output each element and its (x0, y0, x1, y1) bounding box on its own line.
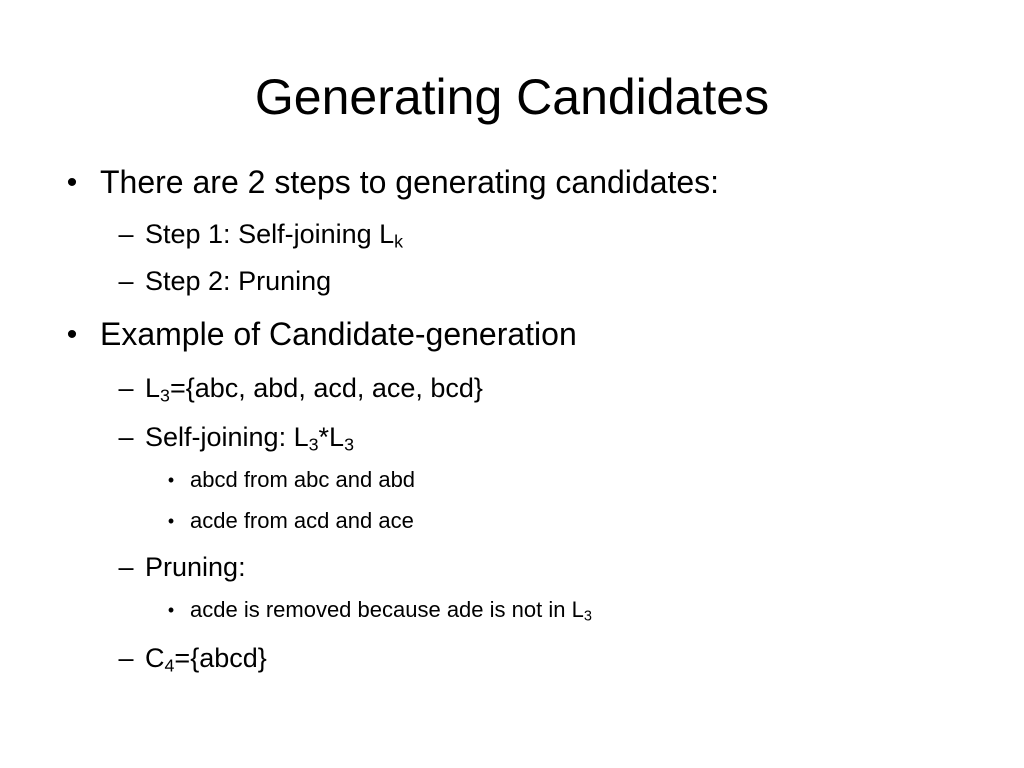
sub-bullet-text: ={abc, abd, acd, ace, bcd} (169, 373, 483, 403)
sub-sub-bullet-text: acde is removed because ade is not in L (190, 597, 584, 622)
bullet-marker: • (167, 470, 175, 490)
dash-marker: – (118, 266, 134, 296)
sub-bullet-text: Step 1: Self-joining L (145, 219, 395, 249)
subscript: k (394, 231, 404, 252)
dash-marker: – (118, 643, 134, 673)
bullet-marker: • (66, 318, 78, 351)
sub-bullet-text: Pruning: (145, 552, 246, 582)
slide-title: Generating Candidates (254, 69, 770, 125)
sub-bullet-l3-set (145, 371, 483, 405)
sub-bullet-text: *L (318, 422, 345, 452)
subscript: 3 (344, 434, 354, 455)
dash-marker: – (118, 219, 134, 249)
sub-bullet-text: Self-joining: L (145, 422, 309, 452)
sub-bullet-text: Step 2: Pruning (145, 266, 332, 296)
bullet-marker: • (167, 511, 175, 531)
dash-marker: – (118, 552, 134, 582)
sub-bullet-step1 (145, 217, 403, 251)
bullet-steps-intro (100, 162, 719, 202)
bullet-example (100, 314, 577, 354)
sub-bullet-pruning (145, 550, 246, 584)
dash-marker: – (118, 422, 134, 452)
bullet-text: There are 2 steps to generating candidates: (100, 164, 720, 200)
subscript: 3 (583, 608, 592, 625)
sub-bullet-text: ={abcd} (174, 643, 267, 673)
sub-sub-bullet-abcd (190, 466, 415, 494)
sub-bullet-text: L (145, 373, 161, 403)
sub-bullet-text: C (145, 643, 165, 673)
subscript: 3 (308, 434, 319, 455)
sub-sub-bullet-text: abcd from abc and abd (190, 467, 416, 492)
subscript: 3 (160, 385, 170, 406)
sub-sub-bullet-acde (190, 507, 414, 535)
sub-bullet-c4-set (145, 641, 267, 675)
bullet-text: Example of Candidate-generation (100, 316, 577, 352)
bullet-marker: • (167, 600, 175, 620)
sub-bullet-step2 (145, 264, 331, 298)
sub-sub-bullet-text: acde from acd and ace (190, 508, 414, 533)
subscript: 4 (164, 655, 175, 676)
sub-sub-bullet-removed (190, 596, 592, 624)
sub-bullet-self-joining (145, 420, 354, 454)
dash-marker: – (118, 373, 134, 403)
bullet-marker: • (66, 166, 78, 199)
